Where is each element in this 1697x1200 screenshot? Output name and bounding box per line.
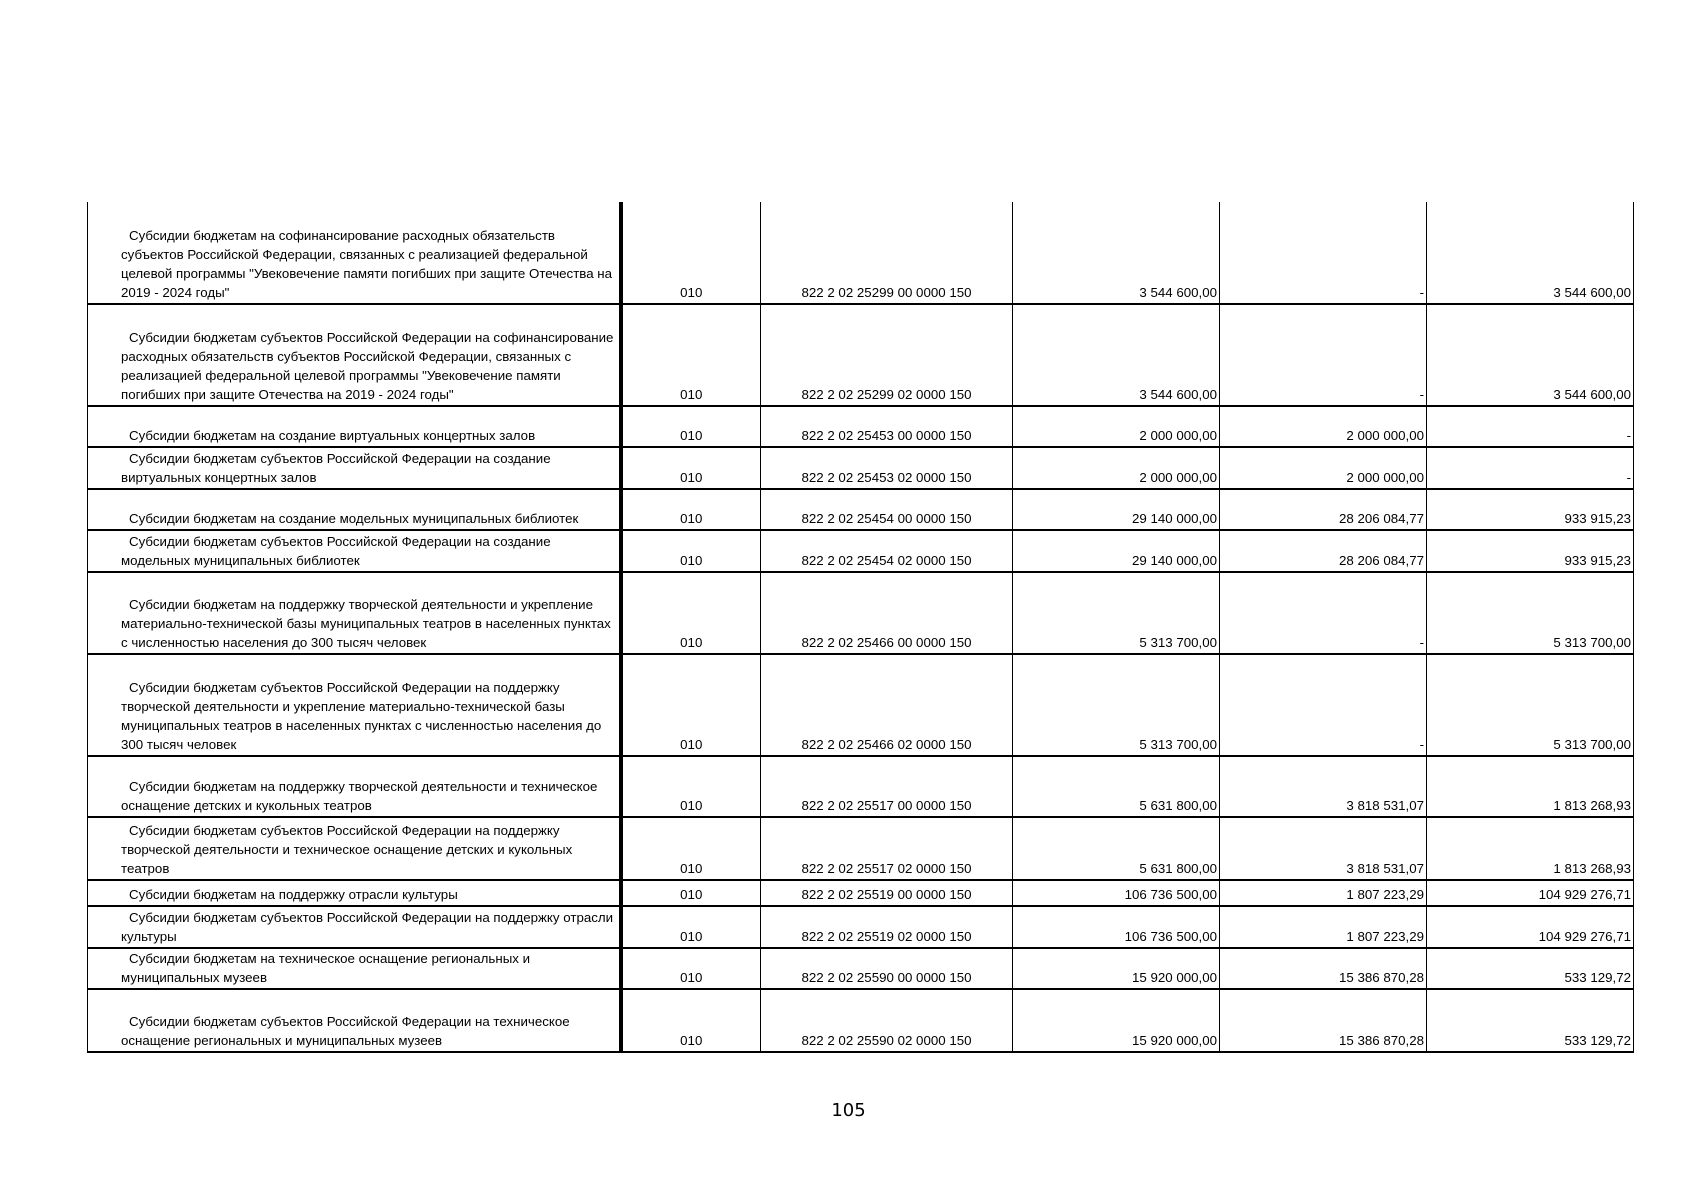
row-kbk-cell: 822 2 02 25519 00 0000 150: [761, 880, 1013, 906]
row-name-cell: Субсидии бюджетам субъектов Российской Федерации на поддержку творческой деятельности и техническое оснащение детских и кукольных театров: [88, 817, 621, 880]
row-remaining-cell: 533 129,72: [1427, 948, 1634, 989]
table-row: [88, 817, 1634, 880]
row-remaining-cell: -: [1427, 406, 1634, 447]
row-executed-cell: 1 807 223,29: [1220, 880, 1427, 906]
row-code-cell: 010: [621, 489, 761, 530]
table-row: [88, 530, 1634, 572]
row-remaining-cell: 3 544 600,00: [1427, 304, 1634, 406]
table-row: [88, 654, 1634, 756]
row-remaining-cell: 1 813 268,93: [1427, 756, 1634, 817]
row-code-cell: 010: [621, 530, 761, 572]
table-row: [88, 406, 1634, 447]
table-body: [88, 202, 1634, 1052]
row-remaining-cell: 533 129,72: [1427, 989, 1634, 1052]
row-executed-cell: 3 818 531,07: [1220, 817, 1427, 880]
row-name-cell: Субсидии бюджетам на поддержку творческой деятельности и укрепление материально-технической базы муниципальных театров в населенных пунктах с численностью населения до 300 тысяч человек: [88, 572, 621, 654]
row-remaining-cell: 104 929 276,71: [1427, 906, 1634, 948]
row-planned-cell: 29 140 000,00: [1013, 530, 1220, 572]
row-name-cell: Субсидии бюджетам субъектов Российской Федерации на техническое оснащение региональных и муниципальных музеев: [88, 989, 621, 1052]
row-kbk-cell: 822 2 02 25466 00 0000 150: [761, 572, 1013, 654]
table-row: [88, 880, 1634, 906]
row-name-cell: Субсидии бюджетам субъектов Российской Федерации на поддержку творческой деятельности и укрепление материально-технической базы муниципальных театров в населенных пунктах с численностью населения до 300 тысяч человек: [88, 654, 621, 756]
row-name-cell: Субсидии бюджетам на создание модельных муниципальных библиотек: [88, 489, 621, 530]
row-kbk-cell: 822 2 02 25590 02 0000 150: [761, 989, 1013, 1052]
row-kbk-cell: 822 2 02 25299 02 0000 150: [761, 304, 1013, 406]
row-code-cell: 010: [621, 572, 761, 654]
row-name-cell: Субсидии бюджетам субъектов Российской Федерации на создание модельных муниципальных библиотек: [88, 530, 621, 572]
row-planned-cell: 15 920 000,00: [1013, 989, 1220, 1052]
row-planned-cell: 3 544 600,00: [1013, 304, 1220, 406]
row-planned-cell: 29 140 000,00: [1013, 489, 1220, 530]
row-executed-cell: -: [1220, 304, 1427, 406]
row-code-cell: 010: [621, 948, 761, 989]
row-planned-cell: 5 631 800,00: [1013, 756, 1220, 817]
table-row: [88, 756, 1634, 817]
row-code-cell: 010: [621, 817, 761, 880]
row-kbk-cell: 822 2 02 25517 00 0000 150: [761, 756, 1013, 817]
row-executed-cell: 15 386 870,28: [1220, 948, 1427, 989]
row-executed-cell: 28 206 084,77: [1220, 489, 1427, 530]
row-kbk-cell: 822 2 02 25453 00 0000 150: [761, 406, 1013, 447]
row-planned-cell: 2 000 000,00: [1013, 447, 1220, 489]
row-remaining-cell: 933 915,23: [1427, 530, 1634, 572]
row-remaining-cell: 104 929 276,71: [1427, 880, 1634, 906]
row-executed-cell: 1 807 223,29: [1220, 906, 1427, 948]
table-row: [88, 948, 1634, 989]
row-kbk-cell: 822 2 02 25517 02 0000 150: [761, 817, 1013, 880]
row-executed-cell: -: [1220, 654, 1427, 756]
row-code-cell: 010: [621, 304, 761, 406]
row-planned-cell: 5 631 800,00: [1013, 817, 1220, 880]
row-remaining-cell: 1 813 268,93: [1427, 817, 1634, 880]
table-row: [88, 989, 1634, 1052]
row-planned-cell: 3 544 600,00: [1013, 202, 1220, 304]
row-kbk-cell: 822 2 02 25454 02 0000 150: [761, 530, 1013, 572]
row-kbk-cell: 822 2 02 25299 00 0000 150: [761, 202, 1013, 304]
row-name-cell: Субсидии бюджетам на техническое оснащение региональных и муниципальных музеев: [88, 948, 621, 989]
row-remaining-cell: 5 313 700,00: [1427, 654, 1634, 756]
row-executed-cell: -: [1220, 572, 1427, 654]
table-row: [88, 489, 1634, 530]
row-remaining-cell: -: [1427, 447, 1634, 489]
row-name-cell: Субсидии бюджетам субъектов Российской Федерации на создание виртуальных концертных залов: [88, 447, 621, 489]
row-name-cell: Субсидии бюджетам субъектов Российской Федерации на поддержку отрасли культуры: [88, 906, 621, 948]
row-code-cell: 010: [621, 406, 761, 447]
row-planned-cell: 5 313 700,00: [1013, 654, 1220, 756]
row-code-cell: 010: [621, 447, 761, 489]
budget-execution-table: [87, 202, 1634, 1053]
row-code-cell: 010: [621, 202, 761, 304]
page-number: 105: [831, 1100, 866, 1121]
row-code-cell: 010: [621, 654, 761, 756]
row-code-cell: 010: [621, 880, 761, 906]
row-planned-cell: 106 736 500,00: [1013, 880, 1220, 906]
row-code-cell: 010: [621, 906, 761, 948]
row-name-cell: Субсидии бюджетам на поддержку творческой деятельности и техническое оснащение детских и кукольных театров: [88, 756, 621, 817]
row-executed-cell: 2 000 000,00: [1220, 406, 1427, 447]
row-name-cell: Субсидии бюджетам на поддержку отрасли культуры: [88, 880, 621, 906]
row-executed-cell: 2 000 000,00: [1220, 447, 1427, 489]
row-kbk-cell: 822 2 02 25454 00 0000 150: [761, 489, 1013, 530]
row-executed-cell: 3 818 531,07: [1220, 756, 1427, 817]
row-name-cell: Субсидии бюджетам субъектов Российской Федерации на софинансирование расходных обязательств субъектов Российской Федерации, связанных с реализацией федеральной целевой программы "Увековечение памяти погибших при защите Отечества на 2019 - 2024 годы": [88, 304, 621, 406]
row-code-cell: 010: [621, 756, 761, 817]
row-code-cell: 010: [621, 989, 761, 1052]
row-kbk-cell: 822 2 02 25453 02 0000 150: [761, 447, 1013, 489]
row-name-cell: Субсидии бюджетам на софинансирование расходных обязательств субъектов Российской Федерации, связанных с реализацией федеральной целевой программы "Увековечение памяти погибших при защите Отечества на 2019 - 2024 годы": [88, 202, 621, 304]
row-planned-cell: 5 313 700,00: [1013, 572, 1220, 654]
row-executed-cell: -: [1220, 202, 1427, 304]
row-remaining-cell: 3 544 600,00: [1427, 202, 1634, 304]
table-row: [88, 202, 1634, 304]
table-row: [88, 906, 1634, 948]
row-planned-cell: 15 920 000,00: [1013, 948, 1220, 989]
row-planned-cell: 2 000 000,00: [1013, 406, 1220, 447]
table-row: [88, 304, 1634, 406]
row-planned-cell: 106 736 500,00: [1013, 906, 1220, 948]
row-kbk-cell: 822 2 02 25466 02 0000 150: [761, 654, 1013, 756]
row-kbk-cell: 822 2 02 25519 02 0000 150: [761, 906, 1013, 948]
table-row: [88, 572, 1634, 654]
row-executed-cell: 15 386 870,28: [1220, 989, 1427, 1052]
row-remaining-cell: 5 313 700,00: [1427, 572, 1634, 654]
row-remaining-cell: 933 915,23: [1427, 489, 1634, 530]
row-kbk-cell: 822 2 02 25590 00 0000 150: [761, 948, 1013, 989]
row-executed-cell: 28 206 084,77: [1220, 530, 1427, 572]
row-name-cell: Субсидии бюджетам на создание виртуальных концертных залов: [88, 406, 621, 447]
table-row: [88, 447, 1634, 489]
